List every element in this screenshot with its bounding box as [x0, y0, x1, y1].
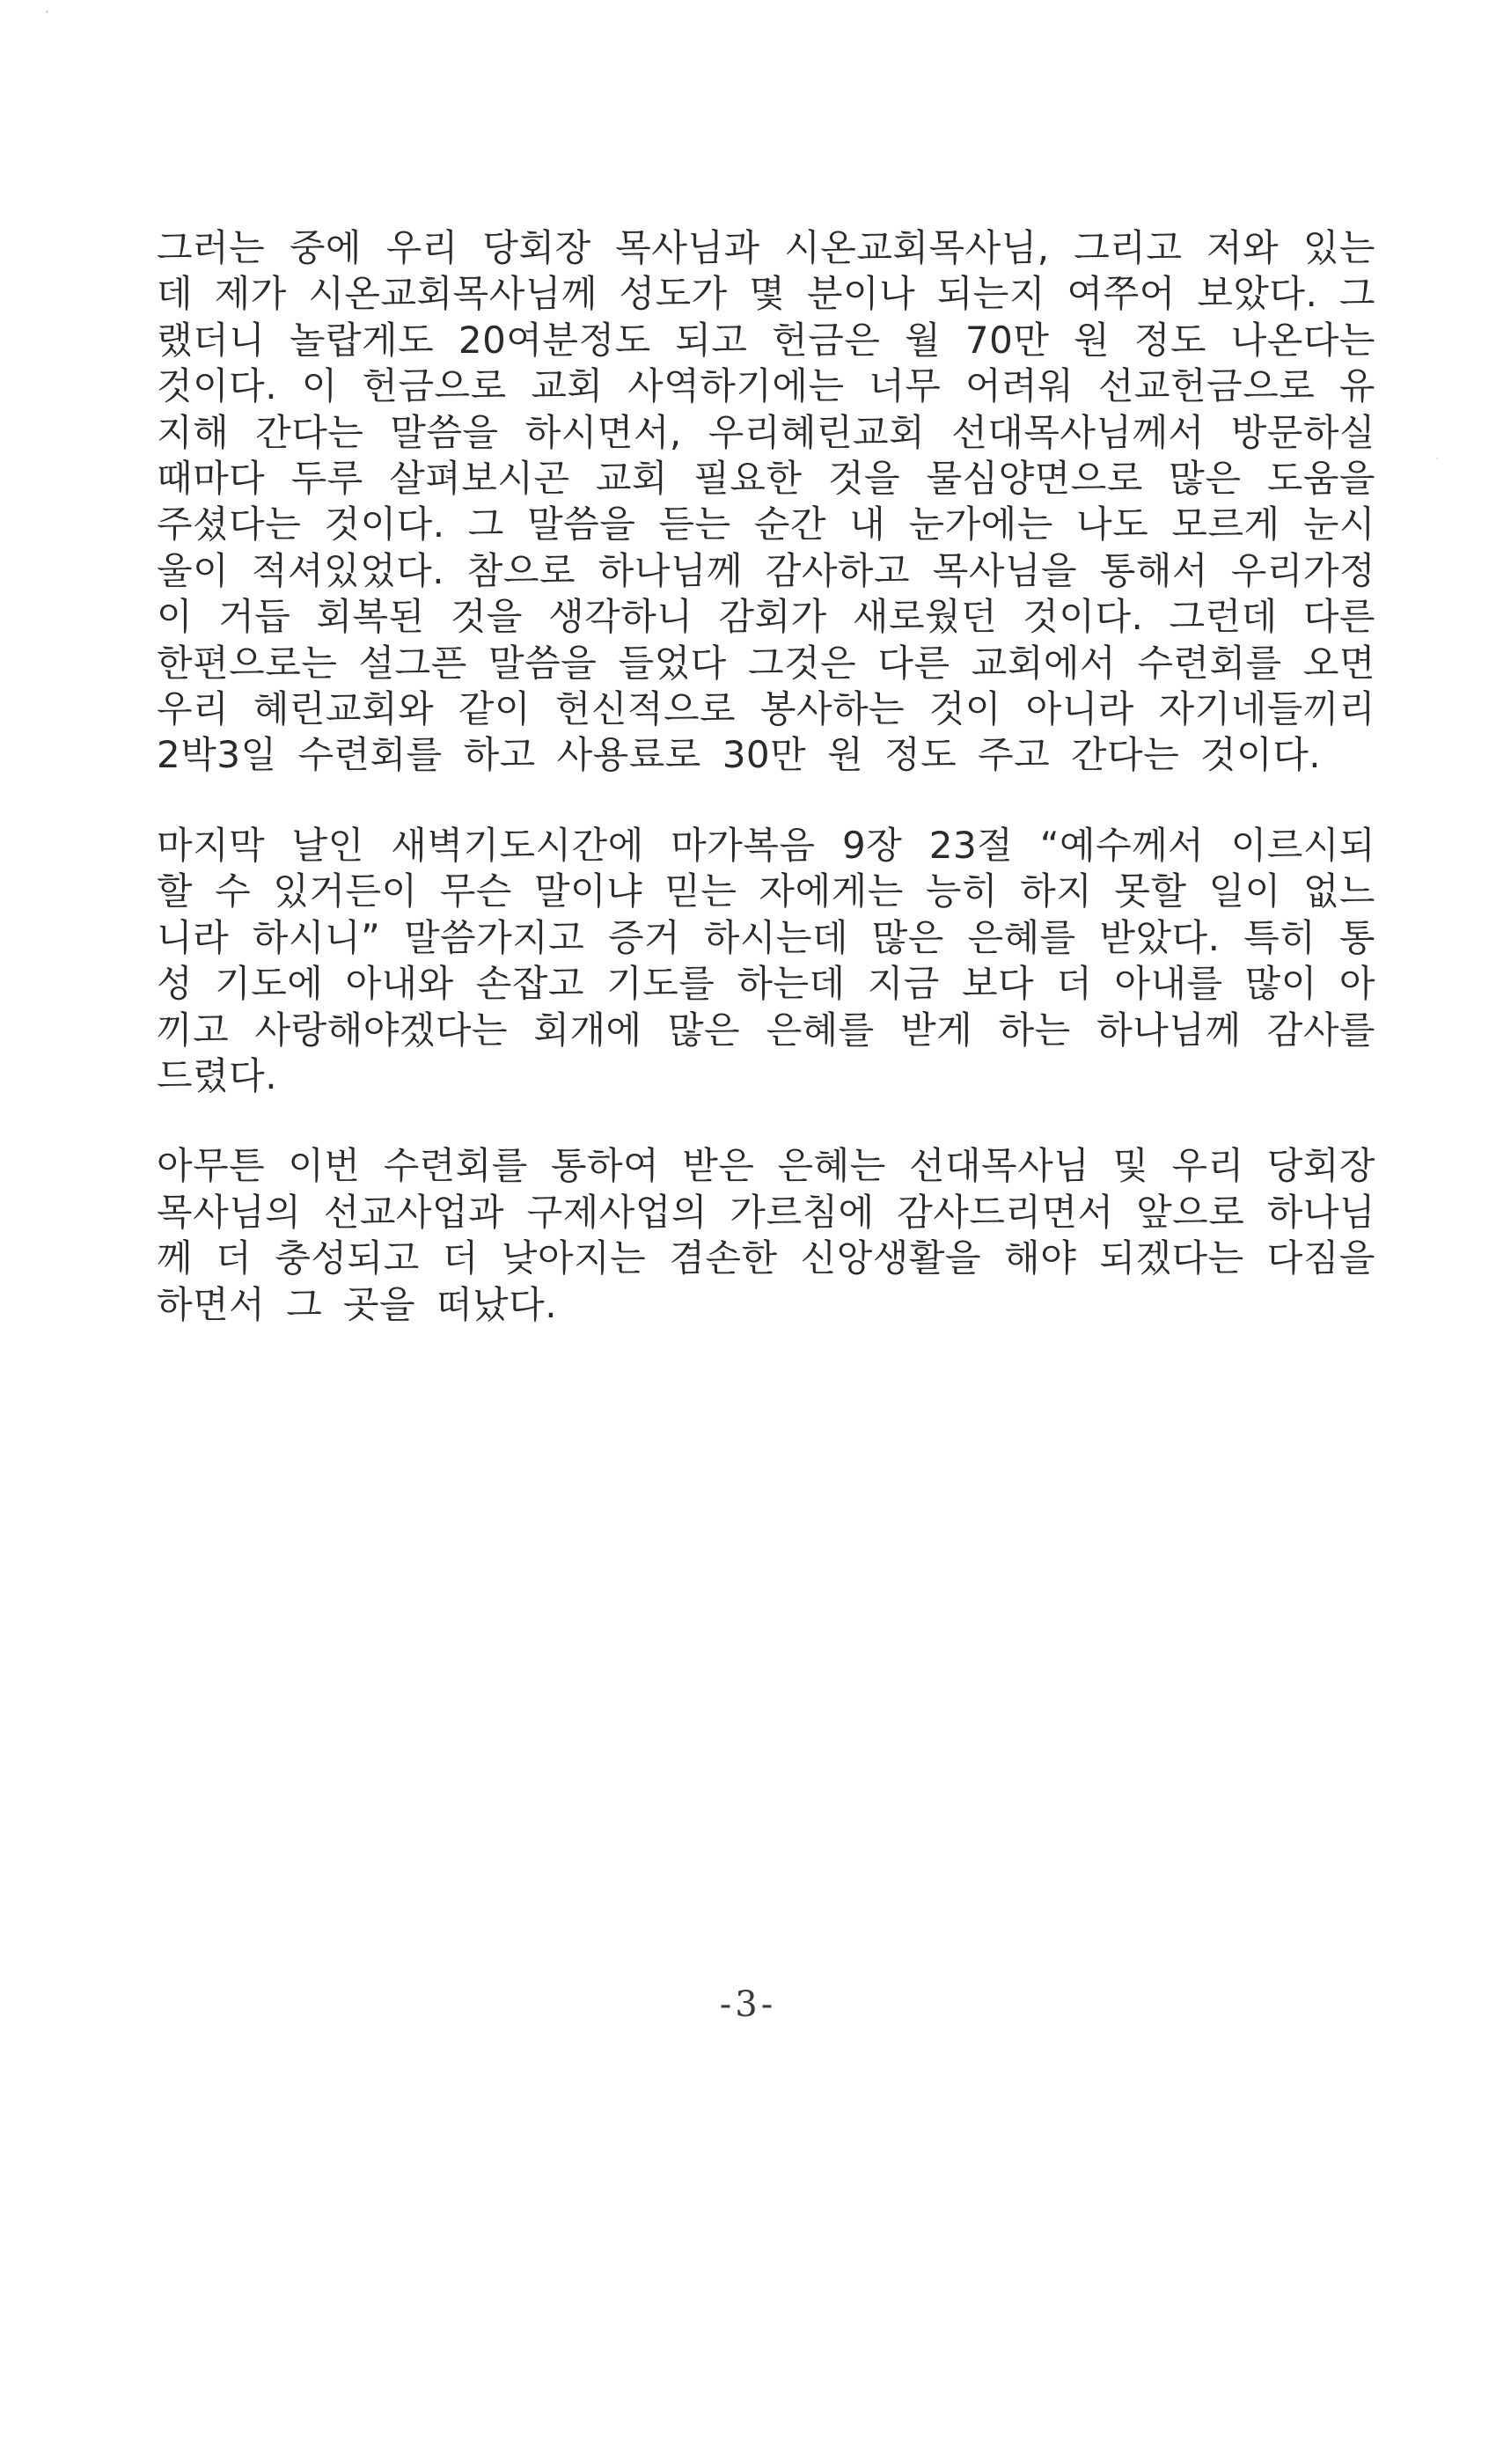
scan-speck: [1436, 458, 1438, 459]
paragraph-3: 아무튼 이번 수련회를 통하여 받은 은혜는 선대목사님 및 우리 당회장 목사님의 선교사업과 구제사업의 가르침에 감사드리면서 앞으로 하나님께 더 충성되고 더 낮아지는 겸손한 신앙생활을 해야 되겠다는 다짐을 하면서 그 곳을 떠났다.: [157, 1144, 1375, 1326]
page-number: -3-: [719, 1984, 777, 2025]
document-body: [157, 225, 1375, 1328]
paragraph-1: 그러는 중에 우리 당회장 목사님과 시온교회목사님, 그리고 저와 있는데 제가 시온교회목사님께 성도가 몇 분이나 되는지 여쭈어 보았다. 그랬더니 놀랍게도 20여분정도 되고 헌금은 월 70만 원 정도 나온다는 것이다. 이 헌금으로 교회 사역하기에는 너무 어려워 선교헌금으로 유지해 간다는 말씀을 하시면서, 우리혜린교회 선대목사님께서 방문하실 때마다 두루 살펴보시곤 교회 필요한 것을 물심양면으로 많은 도움을 주셨다는 것이다. 그 말씀을 듣는 순간 내 눈가에는 나도 모르게 눈시울이 적셔있었다. 참으로 하나님께 감사하고 목사님을 통해서 우리가정이 거듭 회복된 것을 생각하니 감회가 새로웠던 것이다. 그런데 다른 한편으로는 설그픈 말씀을 들었다 그것은 다른 교회에서 수련회를 오면 우리 혜린교회와 같이 헌신적으로 봉사하는 것이 아니라 자기네들끼리 2박3일 수련회를 하고 사용료로 30만 원 정도 주고 간다는 것이다.: [157, 226, 1375, 777]
paragraph-2: 마지막 날인 새벽기도시간에 마가복음 9장 23절 “예수께서 이르시되 할 수 있거든이 무슨 말이냐 믿는 자에게는 능히 하지 못할 일이 없느니라 하시니” 말씀가지고 증거 하시는데 많은 은혜를 받았다. 특히 통성 기도에 아내와 손잡고 기도를 하는데 지금 보다 더 아내를 많이 아끼고 사랑해야겠다는 회개에 많은 은혜를 받게 하는 하나님께 감사를 드렸다.: [157, 823, 1375, 1097]
scan-speck: [46, 11, 48, 13]
